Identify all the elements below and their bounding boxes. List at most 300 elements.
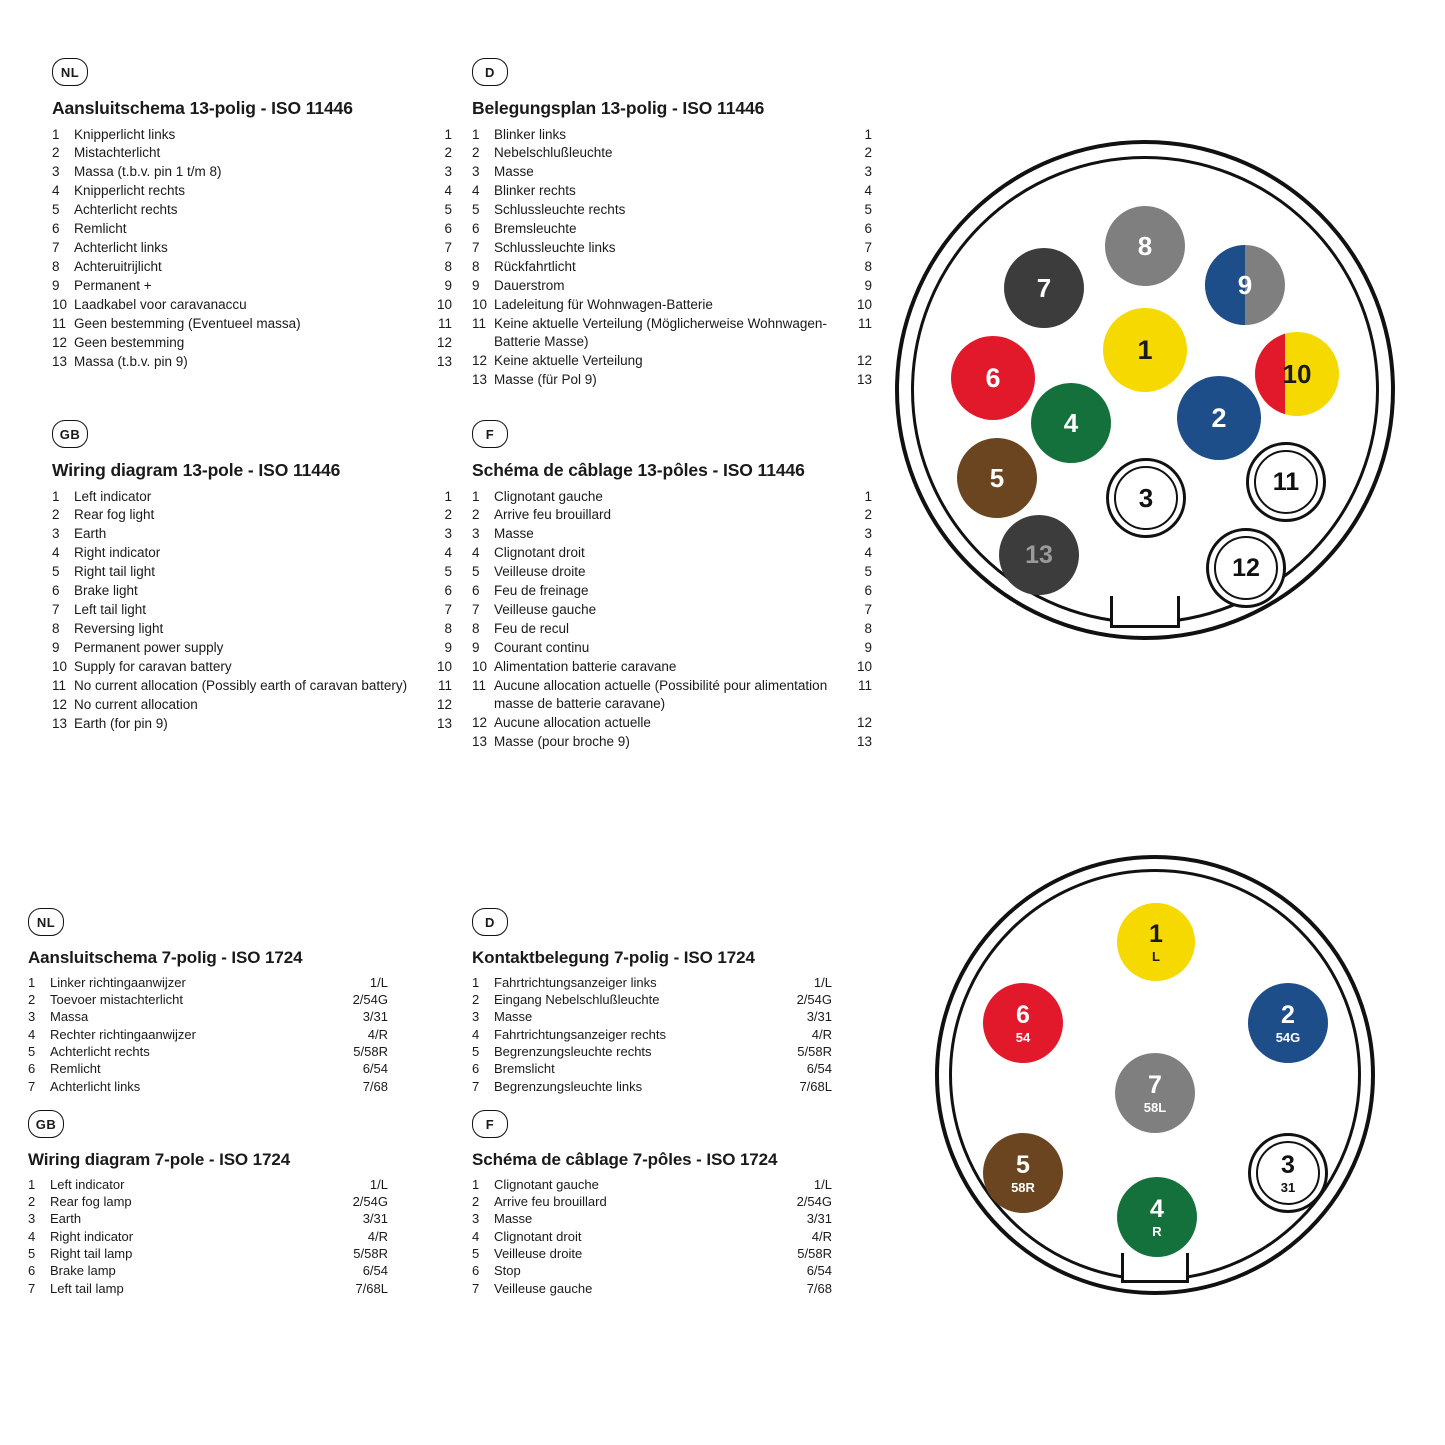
table-row [472,370,872,389]
pin-number: 11 [472,316,487,332]
language-badge-gb-7: GB [28,1110,64,1138]
pin-7: 7 58L [1115,1053,1195,1133]
table-row [28,991,388,1008]
pin-desc: Laadkabel voor caravanaccu [74,297,247,313]
pin-5: 5 58R [983,1133,1063,1213]
pin-value: 5/58R [353,1044,388,1059]
pin-number: 2 [28,991,36,1007]
table-row [52,239,452,258]
pin-value: 4/R [811,1026,832,1042]
block-title: Aansluitschema 13-polig - ISO 11446 [52,98,353,118]
pin-number: 9 [472,640,480,656]
pin-number: 8 [52,259,60,275]
pin-desc: Eingang Nebelschlußleuchte [494,991,660,1007]
pin-desc: Earth [74,526,107,542]
pin-number: 3 [52,526,60,542]
pin-value: 4 [864,545,872,561]
pin-6: 6 [951,336,1035,420]
block-nl-7pole [28,908,388,1096]
pin-number: 6 [28,1263,36,1279]
pin-value: 13 [436,715,452,731]
pin-number: 12 [52,696,68,712]
pin-number: 12 [472,352,488,368]
pin-desc: Permanent power supply [74,640,224,656]
pin-number: 6 [52,583,60,599]
table-row [28,1263,388,1280]
pin-number: 10 [52,659,68,675]
pin-value: 9 [444,640,452,656]
pin-value: 6/54 [806,1061,832,1077]
pin-desc: Remlicht [50,1061,101,1077]
pin-number: 4 [472,183,480,199]
pin-number: 3 [28,1211,36,1227]
pin-number: 5 [472,202,480,218]
language-badge-de-7: D [472,908,508,936]
pin-desc: Left indicator [74,488,152,504]
table-row [52,677,452,696]
pin-number: 1 [472,1176,480,1192]
pin-1: 1 L [1117,903,1195,981]
table-row [472,220,872,239]
pin-desc: Brake lamp [50,1263,116,1279]
pin-number: 3 [28,1009,36,1025]
pin-desc: Masse (pour broche 9) [494,733,630,749]
pin-value: 5 [864,202,872,218]
pin-desc: Dauerstrom [494,278,565,294]
pin-number: 13 [472,371,488,387]
pin-number: 6 [52,221,60,237]
pin-desc: Masse [494,1211,533,1227]
pin-desc: Permanent + [74,278,152,294]
pin-number: 10 [472,659,488,675]
pin-value: 7 [864,602,872,618]
table-row [52,296,452,315]
pin-number: 1 [52,126,60,142]
pin-value: 12 [436,696,452,712]
pin-number: 2 [472,991,480,1007]
pin-6: 6 54 [983,983,1063,1063]
pin-desc: Achterlicht rechts [74,202,178,218]
pin-number: 2 [28,1193,36,1209]
pin-desc: Courant continu [494,640,590,656]
pin-desc: Feu de freinage [494,583,589,599]
pin-4: 4 R [1117,1177,1197,1257]
pin-value: 6 [864,583,872,599]
pin-value: 10 [436,659,452,675]
pin-value: 8 [444,259,452,275]
pin-number: 1 [52,488,60,504]
table-row [472,144,872,163]
pin-value: 12 [856,714,872,730]
pin-value: 3/31 [806,1211,832,1227]
pin-number: 6 [472,221,480,237]
pin-number: 13 [472,733,488,749]
table-row [472,601,872,620]
table-row [52,601,452,620]
table-row [52,163,452,182]
pin-10-half-color [1255,332,1285,416]
table-row [472,1176,832,1193]
pin-desc: Schlussleuchte rechts [494,202,626,218]
table-row [52,258,452,277]
block-title: Wiring diagram 13-pole - ISO 11446 [52,460,341,480]
pin-value: 7 [864,240,872,256]
pin-value: 5 [444,564,452,580]
pin-value: 7/68 [362,1078,388,1094]
language-badge-gb-13: GB [52,420,88,448]
pin-value: 4/R [811,1228,832,1244]
pin-value: 7 [444,240,452,256]
pin-number: 7 [472,602,480,618]
pin-desc: Blinker rechts [494,183,576,199]
pin-desc: Right tail light [74,564,156,580]
pin-1: 1 [1103,308,1187,392]
pin-value: 3/31 [806,1009,832,1025]
pin-desc: Right indicator [74,545,161,561]
table-row [472,277,872,296]
table-row [52,714,452,733]
pin-value: 1/L [813,974,832,990]
table-row [472,582,872,601]
pin-value: 3 [864,526,872,542]
pin-number: 7 [52,240,60,256]
pin-desc: Fahrtrichtungsanzeiger rechts [494,1026,666,1042]
pin-desc: Right tail lamp [50,1246,133,1261]
block-gb-7pole [28,1110,388,1298]
pin-value: 1/L [369,974,388,990]
pin-desc: Schlussleuchte links [494,240,616,256]
table-row [52,525,452,544]
table-row [52,125,452,144]
pin-desc: Bremslicht [494,1061,555,1077]
pin-value: 8 [444,621,452,637]
table-row [472,1061,832,1078]
pin-desc: Rückfahrtlicht [494,259,576,275]
pin-desc: Geen bestemming (Eventueel massa) [74,316,301,332]
table-row [472,974,832,991]
pin-value: 9 [864,640,872,656]
pin-13: 13 [999,515,1079,595]
table-row [472,296,872,315]
pin-number: 4 [472,1026,480,1042]
pin-value: 4/R [367,1026,388,1042]
pin-desc: Earth (for pin 9) [74,715,168,731]
pin-desc: Massa (t.b.v. pin 9) [74,353,188,369]
pin-desc: Masse [494,526,534,542]
table-row [472,713,872,732]
pin-value: 9 [444,278,452,294]
table-row [52,487,452,506]
block-fr-7pole [472,1110,832,1298]
language-badge-nl-7: NL [28,908,64,936]
pin-number: 5 [52,202,60,218]
pin-desc: Blinker links [494,126,567,142]
pin-number: 2 [472,145,480,161]
pin-value: 10 [856,297,872,313]
block-title: Wiring diagram 7-pole - ISO 1724 [28,1150,291,1169]
table-row [472,1078,832,1095]
pin-desc: Veilleuse droite [494,564,586,580]
table-row [472,544,872,563]
pin-value: 1 [444,126,452,142]
pin-value: 13 [436,353,452,369]
pin-number: 11 [52,316,67,332]
pin-number: 1 [472,488,480,504]
pin-value: 8 [864,259,872,275]
table-row [52,182,452,201]
pin-value: 4 [444,183,452,199]
pin-number: 7 [472,1078,480,1094]
connector-key-notch-7 [1121,1253,1189,1283]
table-row [52,620,452,639]
table-row [472,658,872,677]
table-row [472,506,872,525]
table-row [52,144,452,163]
pin-3: 3 31 [1248,1133,1328,1213]
pin-desc: Fahrtrichtungsanzeiger links [494,974,657,990]
pin-desc: Reversing light [74,621,164,637]
pin-number: 2 [472,1193,480,1209]
pin-desc: Clignotant droit [494,545,585,561]
pin-number: 3 [472,1009,480,1025]
pin-desc: Earth [50,1211,82,1227]
table-row [472,1246,832,1263]
table-row [28,1193,388,1210]
pin-desc: Ladeleitung für Wohnwagen-Batterie [494,297,713,313]
pin-desc: Knipperlicht rechts [74,183,186,199]
pin-number: 4 [52,183,60,199]
pin-value: 1 [444,488,452,504]
pin-number: 1 [472,974,480,990]
pin-number: 5 [28,1246,36,1261]
pin-number: 8 [472,621,480,637]
table-row [52,563,452,582]
pin-number: 4 [28,1228,36,1244]
pin-10: 10 [1255,332,1339,416]
pin-value: 5 [444,202,452,218]
pin-number: 2 [52,507,60,523]
connector-key-notch [1110,596,1180,628]
pin-desc: Nebelschlußleuchte [494,145,613,161]
table-row [472,1228,832,1245]
pin-desc: Masse [494,164,534,180]
language-badge-fr-7: F [472,1110,508,1138]
table-row [472,351,872,370]
table-row [28,1228,388,1245]
pin-table-gb-13 [52,487,452,733]
pin-value: 8 [864,621,872,637]
connector-13pole [895,140,1415,660]
pin-desc: Veilleuse droite [494,1246,583,1261]
block-title: Kontaktbelegung 7-polig - ISO 1724 [472,948,755,967]
table-row [52,639,452,658]
table-row [472,563,872,582]
pin-desc: Aucune allocation actuelle (Possibilité pour alimentation masse de batterie caravane) [494,678,828,711]
pin-value: 1 [864,126,872,142]
pin-number: 12 [52,334,68,350]
pin-value: 2 [864,145,872,161]
pin-desc: Arrive feu brouillard [494,507,612,523]
table-row [472,125,872,144]
pin-number: 5 [472,564,480,580]
pin-value: 2 [444,507,452,523]
table-row [52,506,452,525]
pin-number: 6 [28,1061,36,1077]
pin-value: 7/68L [355,1280,388,1296]
pin-value: 5/58R [797,1246,832,1261]
pin-desc: Achteruitrijlicht [74,259,162,275]
block-title: Belegungsplan 13-polig - ISO 11446 [472,98,765,118]
pin-number: 3 [472,526,480,542]
pin-9: 9 [1205,245,1285,325]
table-row [472,1263,832,1280]
table-row [472,991,832,1008]
pin-desc: Knipperlicht links [74,126,176,142]
pin-value: 2 [444,145,452,161]
pin-number: 7 [28,1280,36,1296]
pin-desc: Stop [494,1263,521,1279]
block-de-7pole [472,908,832,1096]
table-row [52,201,452,220]
block-gb-13pole [52,420,452,733]
pin-desc: Supply for caravan battery [74,659,232,675]
table-row [472,201,872,220]
pin-number: 12 [472,714,488,730]
pin-desc: Geen bestemming [74,334,185,350]
pin-desc: Alimentation batterie caravane [494,659,677,675]
pin-desc: No current allocation [74,696,198,712]
pin-value: 13 [856,371,872,387]
connector-7pole [935,855,1405,1375]
table-row [52,582,452,601]
table-row [28,1078,388,1095]
pin-5: 5 [957,438,1037,518]
table-row [472,732,872,751]
block-title: Schéma de câblage 13-pôles - ISO 11446 [472,460,805,480]
pin-2: 2 [1177,376,1261,460]
pin-value: 1/L [813,1176,832,1192]
pin-number: 5 [472,1246,480,1261]
table-row [472,620,872,639]
table-row [28,1176,388,1193]
table-row [52,695,452,714]
pin-desc: Keine aktuelle Verteilung (Möglicherweise Wohnwagen-Batterie Masse) [494,316,827,349]
pin-value: 6/54 [362,1061,388,1077]
pin-desc: Achterlicht links [50,1078,141,1094]
pin-number: 6 [472,583,480,599]
pin-value: 1 [864,488,872,504]
pin-number: 7 [28,1078,36,1094]
pin-value: 7/68 [806,1280,832,1296]
pin-value: 7 [444,602,452,618]
table-row [472,639,872,658]
pin-desc: Left indicator [50,1176,125,1192]
pin-desc: Aucune allocation actuelle [494,714,651,730]
block-nl-13pole [52,58,452,371]
pin-value: 10 [436,297,452,313]
pin-number: 6 [472,1061,480,1077]
pin-number: 13 [52,353,68,369]
pin-desc: Rechter richtingaanwijzer [50,1026,196,1042]
table-row [472,1193,832,1210]
pin-desc: Rear fog lamp [50,1193,132,1209]
pin-number: 5 [52,564,60,580]
pin-value: 2/54G [352,991,388,1007]
pin-value: 5/58R [797,1044,832,1059]
pin-table-fr-13 [472,487,872,751]
pin-number: 8 [52,621,60,637]
pin-desc: Veilleuse gauche [494,602,597,618]
pin-desc: Massa [50,1009,89,1025]
pin-number: 8 [472,259,480,275]
pin-number: 7 [52,602,60,618]
pin-desc: Left tail lamp [50,1280,124,1296]
pin-2: 2 54G [1248,983,1328,1063]
pin-desc: Masse (für Pol 9) [494,371,597,387]
pin-desc: Mistachterlicht [74,145,161,161]
table-row [472,1026,832,1043]
table-row [28,1061,388,1078]
pin-value: 3 [444,526,452,542]
pin-desc: Begrenzungsleuchte links [494,1078,643,1094]
pin-8: 8 [1105,206,1185,286]
language-badge-de-13: D [472,58,508,86]
table-row [52,277,452,296]
pin-number: 2 [472,507,480,523]
pin-number: 7 [472,240,480,256]
pin-desc: Clignotant gauche [494,1176,599,1192]
pin-table-gb-7 [28,1176,388,1298]
table-row [472,315,872,352]
pin-number: 2 [52,145,60,161]
pin-value: 6 [864,221,872,237]
table-row [472,525,872,544]
pin-3: 3 [1106,458,1186,538]
pin-desc: Toevoer mistachterlicht [50,991,183,1007]
pin-desc: Arrive feu brouillard [494,1193,607,1209]
table-row [52,333,452,352]
table-row [28,1211,388,1228]
table-row [472,1009,832,1026]
pin-value: 6 [444,583,452,599]
pin-number: 4 [472,1228,480,1244]
pin-desc: Clignotant droit [494,1228,582,1244]
pin-desc: Bremsleuchte [494,221,577,237]
pin-12: 12 [1206,528,1286,608]
pin-number: 9 [52,278,60,294]
pin-value: 4 [444,545,452,561]
pin-table-nl-13 [52,125,452,371]
pin-number: 1 [28,1176,36,1192]
pin-value: 9 [864,278,872,294]
pin-value: 11 [437,316,452,332]
pin-value: 2 [864,507,872,523]
pin-value: 2/54G [352,1193,388,1209]
pin-value: 12 [856,352,872,368]
pin-number: 5 [472,1044,480,1059]
pin-desc: Veilleuse gauche [494,1280,593,1296]
pin-value: 6/54 [362,1263,388,1279]
table-row [52,658,452,677]
pin-value: 7/68L [799,1078,832,1094]
pin-number: 11 [52,678,67,694]
pin-value: 6/54 [806,1263,832,1279]
pin-desc: Linker richtingaanwijzer [50,974,186,990]
pin-desc: Right indicator [50,1228,134,1244]
table-row [52,352,452,371]
pin-number: 11 [472,678,487,694]
table-row [28,974,388,991]
